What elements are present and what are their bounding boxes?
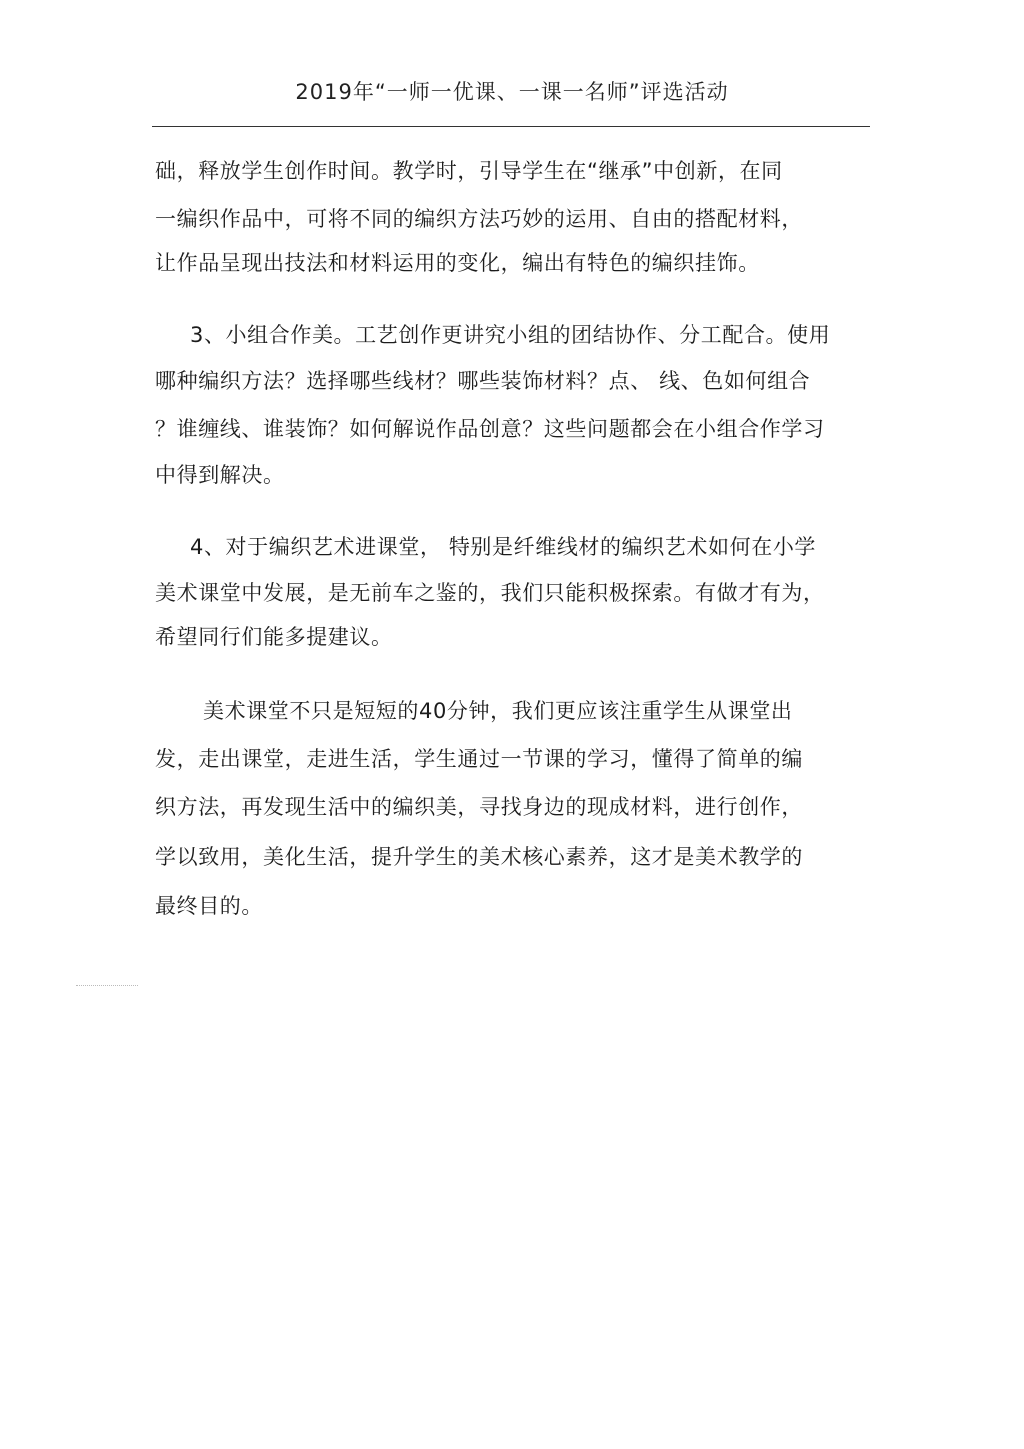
paragraph-4-line-2: 发，走出课堂，走进生活，学生通过一节课的学习，懂得了简单的编 [155, 747, 803, 771]
paragraph-4-line-3: 织方法，再发现生活中的编织美，寻找身边的现成材料，进行创作， [155, 795, 803, 819]
paragraph-1-line-2: 一编织作品中，可将不同的编织方法巧妙的运用、自由的搭配材料， [155, 207, 803, 231]
paragraph-2-line-3: ？谁缠线、谁装饰？如何解说作品创意？这些问题都会在小组合作学习 [155, 417, 825, 441]
paragraph-1-line-1: 础，释放学生创作时间。教学时，引导学生在“继承”中创新，在同 [155, 159, 783, 183]
page-header-title: 2019年“一师一优课、一课一名师”评选活动 [295, 80, 729, 104]
faint-scan-mark [76, 985, 138, 986]
paragraph-3-line-1: 4、对于编织艺术进课堂， 特别是纤维线材的编织艺术如何在小学 [190, 535, 817, 559]
paragraph-3-line-3: 希望同行们能多提建议。 [155, 625, 393, 649]
paragraph-4-line-5: 最终目的。 [155, 894, 263, 918]
paragraph-4-line-1: 美术课堂不只是短短的40分钟，我们更应该注重学生从课堂出 [203, 699, 793, 723]
paragraph-3-line-2: 美术课堂中发展，是无前车之鉴的，我们只能积极探索。有做才有为， [155, 581, 825, 605]
paragraph-1-line-3: 让作品呈现出技法和材料运用的变化，编出有特色的编织挂饰。 [155, 251, 760, 275]
header-divider [152, 126, 870, 127]
paragraph-2-line-1: 3、小组合作美。工艺创作更讲究小组的团结协作、分工配合。使用 [190, 323, 831, 347]
paragraph-2-line-4: 中得到解决。 [155, 463, 285, 487]
paragraph-4-line-4: 学以致用，美化生活，提升学生的美术核心素养，这才是美术教学的 [155, 845, 803, 869]
paragraph-2-line-2: 哪种编织方法？选择哪些线材？哪些装饰材料？点、 线、色如何组合 [155, 369, 811, 393]
